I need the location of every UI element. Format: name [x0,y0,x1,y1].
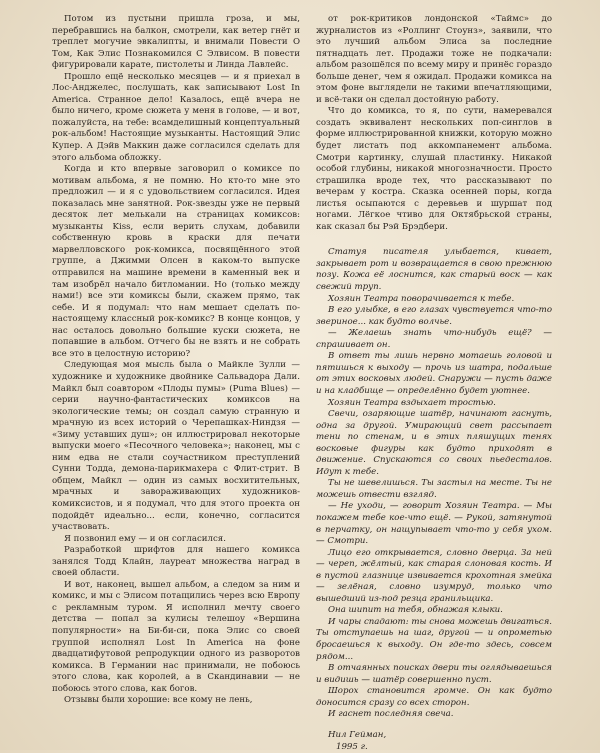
signature-date: 1995 г. [336,741,368,752]
excerpt-paragraph: В ответ ты лишь нервно мотаешь головой и пятишься к выходу — прочь из шатра, подальше от этих восковых людей. Снаружи — пусть даже и на кладбище — определённо будет уютнее. [316,351,552,396]
excerpt-paragraph: Статуя писателя улыбается, кивает, закрывает рот и возвращается в свою прежнюю позу. Кожа её лоснится, как старый воск — как свежий труп. [316,247,552,293]
excerpt-paragraph: И чары спадают: ты снова можешь двигаться. Ты отступаешь на шаг, другой — и опрометью бросаешься к выходу. Он где-то здесь, совсем рядом... [316,616,552,662]
excerpt-paragraph: — Не уходи, — говорит Хозяин Театра. — Мы покажем тебе кое-что ещё. — Рукой, затянутой в перчатку, он нащупывает что-то у себя ухом. — Смотри. [316,501,552,547]
paragraph: Прошло ещё несколько месяцев — и я приехал в Лос-Анджелес, послушать, как записывают Lost In America. Странное дело! Казалось, ещё вчера не было ничего, кроме сюжета у меня в голове, — и вот, пожалуйста, на тебе: всамделишный концептуальный рок-альбом! Настоящие музыканты. Настоящий Элис Купер. А Дэйв Маккин даже согласился сделать для этого альбома обложку. [52,71,300,163]
excerpt-paragraph: Свечи, озаряющие шатёр, начинают гаснуть, одна за другой. Умирающий свет рассыпает тени по стенам, и в этих пляшущих тенях восковые фигуры как будто приходят в движение. Спускаются со своих пьедесталов. Идут к тебе. [316,409,552,477]
paragraph: от рок-критиков лондонской «Таймс» до журналистов из «Роллинг Стоунз», заявили, что это лучший альбом Элиса за последние пятнадцать лет. Продажи тоже не подкачали: альбом разошёлся по всему миру и принёс гораздо больше денег, чем я ожидал. Продажи комикса на этом фоне выглядели не такими впечатляющими, и всё-таки он сделал достойную работу. [316,14,552,105]
excerpt-paragraph: Ты не шевелишься. Ты застыл на месте. Ты не можешь отвести взгляд. [316,478,552,500]
excerpt-paragraph: Хозяин Театра вздыхает тростью. [328,397,496,408]
excerpt-paragraph: Шорох становится громче. Он как будто доносится сразу со всех сторон. [316,686,552,708]
excerpt-paragraph: Лицо его открывается, словно дверца. За ней — череп, жёлтый, как старая слоновая кость. И в пустой глазнице извивается крохотная змейка — зелёная, словно изумруд, только что вышедший из-под резца гранильщика. [316,547,552,604]
signature-name: Нил Гейман, [328,729,387,740]
right-column [316,14,552,753]
excerpt-paragraph: И гаснет последняя свеча. [328,709,454,720]
paragraph: Когда и кто впервые заговорил о комиксе по мотивам альбома, я не помню. Но кто-то мне это предложил — и я с удовольствием согласился. Идея показалась мне занятной. Рок-звезды уже не первый десяток лет мелькали на страницах комиксов: музыканты Kiss, если верить слухам, добавили собственную кровь в краски для печати марвелловского рок-комикса, посвящённого этой группе, а Джимми Олсен в каком-то выпуске отправился на машине времени в каменный век и там изобрёл начало битломании. Но (только между нами!) все эти комиксы были, скажем прямо, так себе. И я подумал: что нам мешает сделать по-настоящему классный рок-комикс? В конце концов, у нас осталось довольно большие куски сюжета, не попавшие в альбом. Отчего бы не взять и не собрать все это в целостную историю? [52,164,300,359]
paragraph: И вот, наконец, вышел альбом, а следом за ним и комикс, и мы с Элисом потащились через всю Европу с рекламным туром. Я исполнил мечту своего детства — попал за кулисы телешоу «Вершина популярности» на Би-би-си, пока Элис со своей группой исполнял Lost In America на фоне двадцатифутовой репродукции одного из разворотов комикса. В Германии нас принимали, не побоюсь этого слова, как королей, а в Скандинавии — не побоюсь этого слова, как богов. [52,579,300,694]
excerpt-paragraph: — Желаешь знать что-нибудь ещё? — спрашивает он. [316,328,552,350]
excerpt-paragraph: Она шипит на тебя, обнажая клыки. [328,605,503,616]
excerpt-paragraph: Хозяин Театра поворачивается к тебе. [328,293,515,304]
left-column [52,14,300,707]
author-signature [316,729,552,753]
paragraph: Я позвонил ему — и он согласился. [64,533,226,544]
paragraph: Следующая моя мысль была о Майкле Зулли — художнике и художнике двойнике Сальвадора Дали. Майкл был соавтором «Плоды пумы» (Puma Blues) — серии научно-фантастических комиксов на экологические темы; он создал самую странную и мрачную из всех историй о Черепашках-Ниндзя — «Зиму уставших душ»; он иллюстрировал некоторые выпуски моего «Песочного человека»; наконец, мы с ним едва не стали соучастником преступлений Сунни Тодда, демона-парикмахера с Флит-стрит. В общем, Майкл — один из самых восхитительных, мрачных и завораживающих художников-комиксистов, и я подумал, что для этого проекта он подойдёт идеально... если, конечно, согласится участвовать. [52,360,300,533]
paragraph: Разработкой шрифтов для нашего комикса занялся Тодд Клайн, лауреат множества наград в своей области. [52,545,300,579]
excerpt-paragraph: В его улыбке, в его глазах чувствуется что-то звериное... как будто волчье. [316,305,552,327]
paragraph: Потом из пустыни пришла гроза, и мы, перебравшись на балкон, смотрели, как ветер гнёт и треплет могучие эвкалипты, и внимали Повести О Том, Как Элис Познакомился С Элвисом. В повести фигурировали карате, пистолеты и Линда Лавлейс. [52,14,300,71]
italic-excerpt [316,247,552,720]
excerpt-paragraph: В отчаянных поисках двери ты оглядываешься и видишь — шатёр совершенно пуст. [316,663,552,685]
paragraph: Отзывы были хорошие: все кому не лень, [64,695,253,706]
paragraph: Что до комикса, то я, по сути, намеревался создать эквивалент нескольких поп-синглов в форме иллюстрированной книжки, которую можно будет листать под аккомпанемент альбома. Смотри картинку, слушай пластинку. Никакой особой глубины, никакой многозначности. Просто страшилка вроде тех, что рассказывают по вечерам у костра. Сказка осенней поры, когда листья осыпаются с деревьев и шуршат под ногами. Лёгкое чтиво для Октябрьской страны, как сказал бы Рэй Брэдбери. [316,106,552,232]
